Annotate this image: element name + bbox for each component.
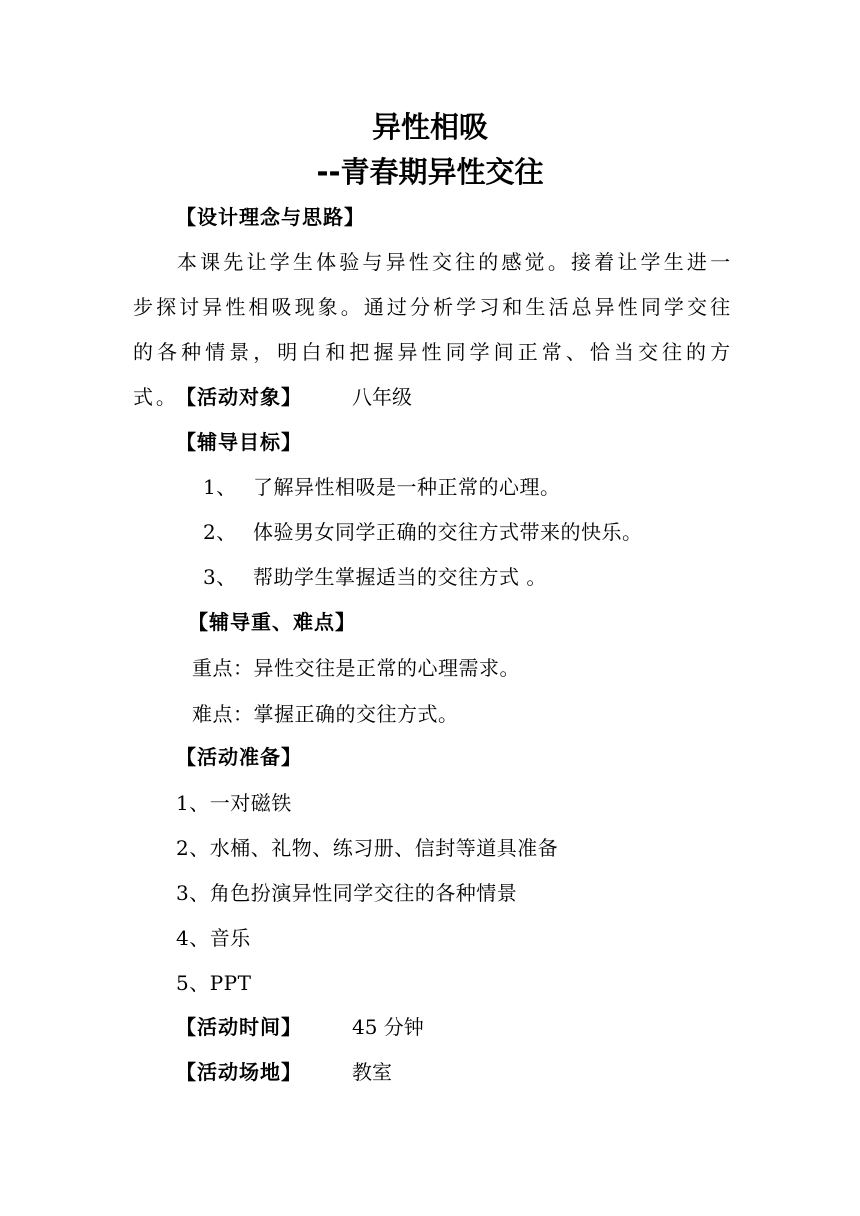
target-value: 八年级	[352, 385, 412, 409]
design-heading: 【设计理念与思路】	[176, 205, 365, 229]
preparation-item: 4、音乐	[176, 926, 251, 950]
venue-value: 教室	[352, 1060, 392, 1084]
key-point-focus: 重点：异性交往是正常的心理需求。	[192, 656, 520, 680]
goal-item-number: 3、	[203, 565, 237, 589]
goal-item-text: 体验男女同学正确的交往方式带来的快乐。	[253, 520, 643, 544]
preparation-heading: 【活动准备】	[176, 745, 302, 769]
goal-item-text: 了解异性相吸是一种正常的心理。	[253, 475, 561, 499]
time-heading: 【活动时间】	[176, 1015, 302, 1039]
time-value: 45 分钟	[352, 1015, 424, 1039]
key-points-heading: 【辅导重、难点】	[188, 610, 356, 634]
goal-item-number: 2、	[203, 520, 237, 544]
venue-heading: 【活动场地】	[176, 1060, 302, 1084]
design-paragraph: 本课先让学生体验与异性交往的感觉。接着让学生进一步探讨异性相吸现象。通过分析学习和生活总异性同学交往的各种情景，明白和把握异性同学间正常、恰当交往的方式。	[133, 250, 733, 409]
preparation-item: 5、PPT	[176, 971, 252, 995]
page-subtitle: --青春期异性交往	[316, 155, 544, 189]
preparation-item: 2、水桶、礼物、练习册、信封等道具准备	[176, 836, 559, 860]
key-point-difficulty: 难点：掌握正确的交往方式。	[192, 702, 459, 726]
target-heading: 【活动对象】	[176, 385, 302, 409]
preparation-item: 3、角色扮演异性同学交往的各种情景	[176, 881, 518, 905]
page-title: 异性相吸	[371, 110, 488, 144]
goal-item-number: 1、	[203, 475, 237, 499]
preparation-item: 1、一对磁铁	[176, 791, 292, 815]
goals-heading: 【辅导目标】	[176, 430, 302, 454]
goal-item-text: 帮助学生掌握适当的交往方式 。	[253, 565, 547, 589]
